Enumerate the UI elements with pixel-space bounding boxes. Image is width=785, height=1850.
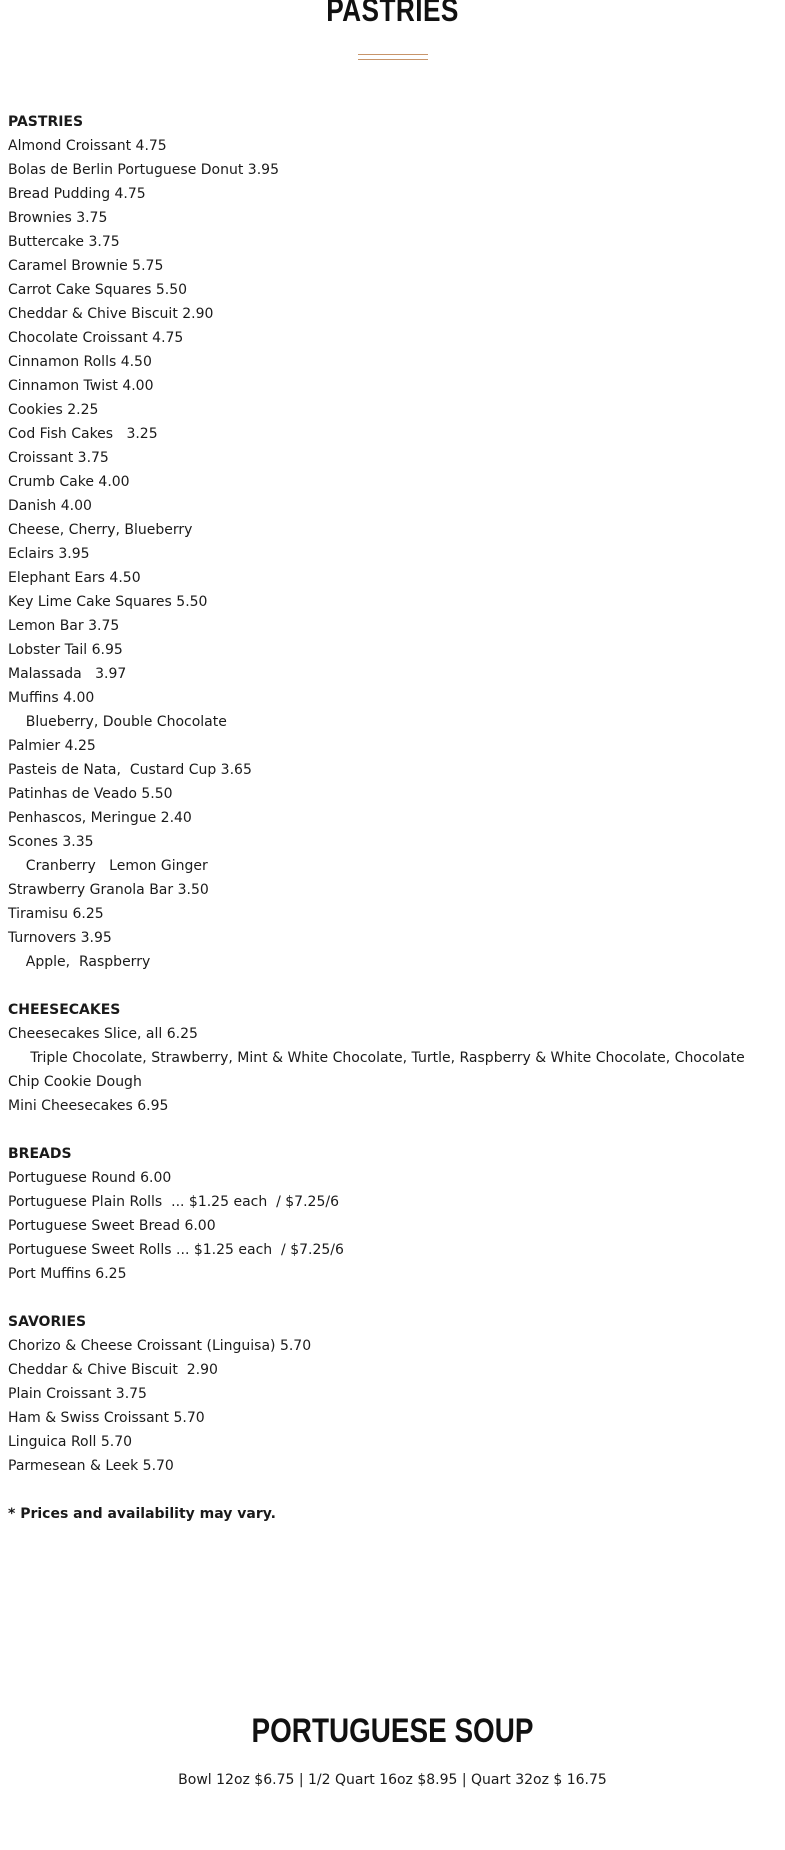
section-heading-savories: SAVORIES [8, 1314, 87, 1330]
cheesecake-flavors [8, 1046, 778, 1094]
menu-item: Portuguese Round 6.00 [8, 1170, 172, 1186]
soup-prices: Bowl 12oz $6.75 | 1/2 Quart 16oz $8.95 | Quart 32oz $ 16.75 [178, 1772, 607, 1788]
menu-item: Brownies 3.75 [8, 210, 108, 226]
section-gap [8, 974, 778, 998]
menu-item: Muffins 4.00 [8, 690, 95, 706]
menu-item: Malassada 3.97 [8, 666, 127, 682]
menu-item: Buttercake 3.75 [8, 234, 120, 250]
menu-item: Parmesean & Leek 5.70 [8, 1458, 174, 1474]
menu-item: Palmier 4.25 [8, 738, 96, 754]
section-heading-breads: BREADS [8, 1146, 72, 1162]
price-note: * Prices and availability may vary. [8, 1506, 276, 1522]
menu-item: Blueberry, Double Chocolate [8, 714, 227, 730]
menu-item: Ham & Swiss Croissant 5.70 [8, 1410, 205, 1426]
section-heading-pastries: PASTRIES [8, 114, 84, 130]
menu-item: Croissant 3.75 [8, 450, 109, 466]
page-title: PASTRIES [326, 0, 459, 28]
menu-item: Cheesecakes Slice, all 6.25 [8, 1026, 198, 1042]
menu-item: Chorizo & Cheese Croissant (Linguisa) 5.70 [8, 1338, 312, 1354]
section-heading-cheesecakes: CHEESECAKES [8, 1002, 121, 1018]
menu-item: Carrot Cake Squares 5.50 [8, 282, 188, 298]
menu-list [8, 110, 778, 1526]
menu-item: Elephant Ears 4.50 [8, 570, 141, 586]
section-gap [8, 1286, 778, 1310]
menu-item: Danish 4.00 [8, 498, 92, 514]
title-divider [358, 54, 428, 60]
menu-item: Lemon Bar 3.75 [8, 618, 120, 634]
menu-item: Cinnamon Rolls 4.50 [8, 354, 152, 370]
menu-item: Penhascos, Meringue 2.40 [8, 810, 192, 826]
menu-item: Patinhas de Veado 5.50 [8, 786, 173, 802]
menu-item: Cheese, Cherry, Blueberry [8, 522, 193, 538]
menu-item: Portuguese Plain Rolls ... $1.25 each / $7.25/6 [8, 1194, 339, 1210]
menu-item: Strawberry Granola Bar 3.50 [8, 882, 209, 898]
menu-item: Apple, Raspberry [8, 954, 151, 970]
menu-item: Eclairs 3.95 [8, 546, 90, 562]
menu-item: Almond Croissant 4.75 [8, 138, 167, 154]
menu-item: Plain Croissant 3.75 [8, 1386, 147, 1402]
menu-item: Linguica Roll 5.70 [8, 1434, 133, 1450]
menu-item: Cookies 2.25 [8, 402, 99, 418]
menu-item: Key Lime Cake Squares 5.50 [8, 594, 208, 610]
menu-item: Cranberry Lemon Ginger [8, 858, 208, 874]
menu-item: Cinnamon Twist 4.00 [8, 378, 154, 394]
menu-item: Caramel Brownie 5.75 [8, 258, 164, 274]
menu-item: Bolas de Berlin Portuguese Donut 3.95 [8, 162, 279, 178]
menu-item: Port Muffins 6.25 [8, 1266, 127, 1282]
menu-item: Crumb Cake 4.00 [8, 474, 130, 490]
menu-item: Pasteis de Nata, Custard Cup 3.65 [8, 762, 252, 778]
menu-item: Lobster Tail 6.95 [8, 642, 123, 658]
menu-item: Mini Cheesecakes 6.95 [8, 1098, 169, 1114]
section-gap [8, 1118, 778, 1142]
menu-item: Scones 3.35 [8, 834, 94, 850]
menu-item: Portuguese Sweet Bread 6.00 [8, 1218, 216, 1234]
cheesecake-flavors-text: Triple Chocolate, Strawberry, Mint & White Chocolate, Turtle, Raspberry & White Chocolate, Chocolate Chip Cookie Dough [8, 1050, 745, 1090]
menu-item: Turnovers 3.95 [8, 930, 112, 946]
soup-title: PORTUGUESE SOUP [251, 1712, 534, 1750]
section-gap [8, 1478, 778, 1502]
menu-item: Bread Pudding 4.75 [8, 186, 146, 202]
menu-item: Cheddar & Chive Biscuit 2.90 [8, 1362, 218, 1378]
menu-item: Cod Fish Cakes 3.25 [8, 426, 158, 442]
menu-item: Cheddar & Chive Biscuit 2.90 [8, 306, 214, 322]
menu-item: Tiramisu 6.25 [8, 906, 104, 922]
menu-item: Chocolate Croissant 4.75 [8, 330, 184, 346]
menu-item: Portuguese Sweet Rolls ... $1.25 each / $7.25/6 [8, 1242, 344, 1258]
